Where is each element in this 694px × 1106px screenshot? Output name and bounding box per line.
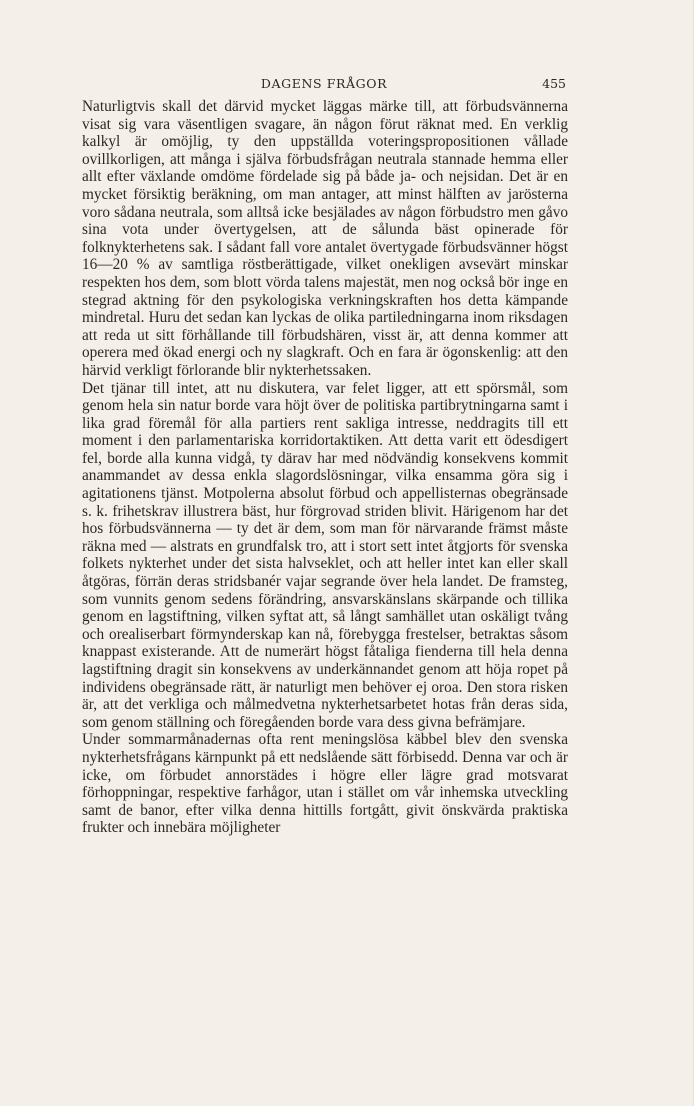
paragraph: Naturligtvis skall det därvid mycket läggas märke till, att förbudsvännerna visat sig vara väsentligen svagare, än någon förut räknat med. En verklig kalkyl är omöjlig, ty den uppställda voteringspropositionen vållade ovillkorligen, att många i själva förbudsfrågan neutrala stannade hemma eller allt efter växlande omdöme fördelade sig på både ja- och nejsidan. Det är en mycket försiktig beräkning, om man antager, att minst hälften av jarösterna voro sådana neutrala, som alltså icke besjälades av någon förbudstro men gåvo sina vota under övertygelsen, att de sålunda bäst opinerade för folknykterhetens sak. I sådant fall vore antalet övertygade förbudsvänner högst 16—20 % av samtliga röstberättigade, vilket onekligen avsevärt minskar respekten hos dem, som blott vörda talens majestät, men nog också bör inge en stegrad aktning för den psykologiska verkningskraften hos detta kämpande mindretal. Huru det sedan kan lyckas de olika partiledningarna inom riksdagen att reda ut sitt förhållande till förbudshären, visst är, att denna kommer att operera med ökad energi och ny slagkraft. Och en fara är ögonskenlig: att den härvid verkligt förlorande blir nykterhetssaken. (82, 98, 568, 379)
paragraph: Under sommarmånadernas ofta rent meningslösa käbbel blev den svenska nykterhetsfrågans kärnpunkt på ett nedslående sätt förbisedd. Denna var och är icke, om förbudet annorstädes i högre eller lägre grad motsvarat förhoppningar, respektive farhågor, utan i stället om vår inhemska utveckling samt de banor, efter vilka denna hittills fortgått, givit önskvärda praktiska frukter och innebära möjligheter (82, 731, 568, 837)
body-text (82, 98, 568, 837)
paragraph: Det tjänar till intet, att nu diskutera, var felet ligger, att ett spörsmål, som genom hela sin natur borde vara höjt över de politiska partibrytningarna samt i lika grad föremål för alla partiers rent sakliga intresse, neddragits till ett moment i den parlamentariska korridortaktiken. Att detta varit ett ödesdigert fel, borde alla kunna vidgå, ty därav har med nödvändig konsekvens kommit anammandet av dessa enkla slagordslösningar, vilka ensamma göra sig i agitationens tjänst. Motpolerna absolut förbud och appellisternas obegränsade s. k. frihetskrav illustrera bäst, hur förgrovad striden blivit. Härigenom har det hos förbudsvännerna — ty det är dem, som man för närvarande främst måste räkna med — alstrats en grundfalsk tro, att i stort sett intet åtgjorts för svenska folkets nykterhet under det sista halvseklet, och att heller intet kan eller skall åtgöras, förrän deras stridsbanér vajar segrande över hela landet. De framsteg, som vunnits genom sedens förändring, ansvarskänslans skärpande och tillika genom en lagstiftning, vilken syftat att, så långt samhället utan oskäligt tvång och orealiserbart förmynderskap kan nå, förebygga frestelser, betraktas såsom knappast existerande. Att de numerärt högst fåtaliga fienderna till hela denna lagstiftning dragit sin konsekvens av underkännandet genom att höja ropet på individens obegränsade rätt, är naturligt men behöver ej oroa. Den stora risken är, att det verkliga och målmedvetna nykterhetsarbetet hotas från deras sida, som genom ställning och föregåenden borde vara dess givna befrämjare. (82, 379, 568, 731)
running-head: DAGENS FRÅGOR (260, 76, 388, 91)
page-header (82, 76, 566, 96)
page-number: 455 (542, 76, 566, 91)
